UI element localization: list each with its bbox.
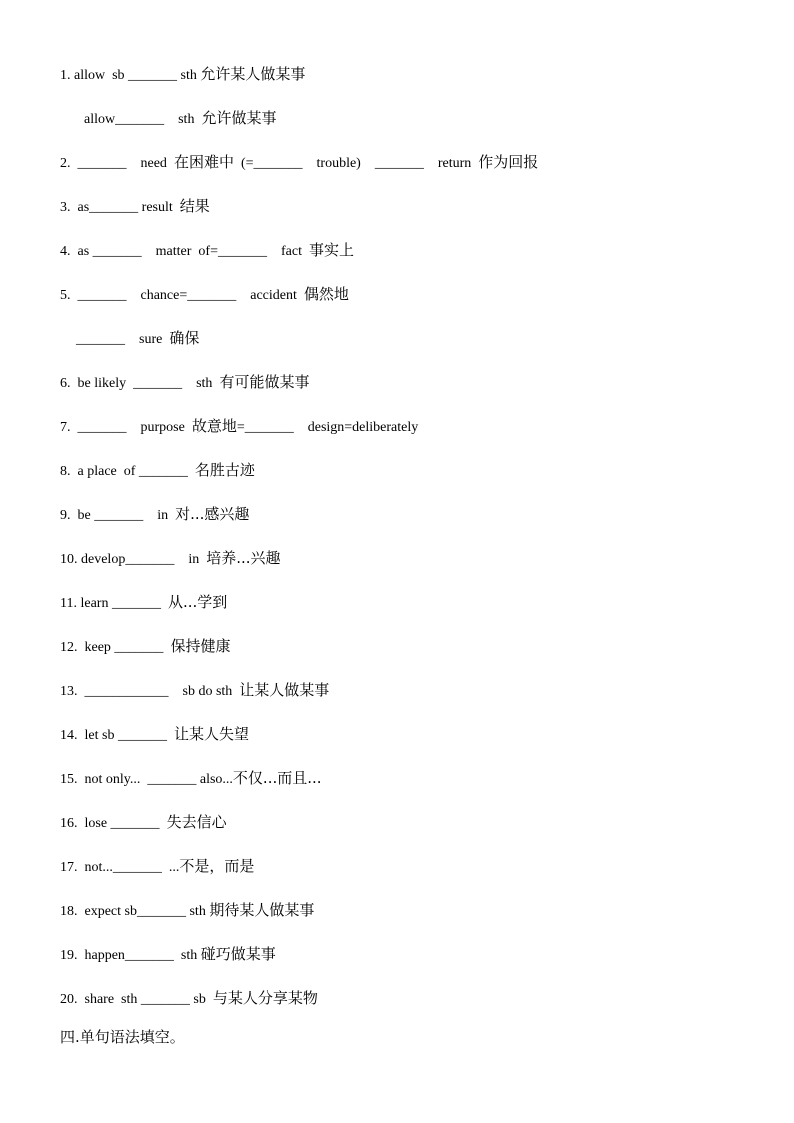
list-item: _______ sure 确保 (76, 329, 200, 347)
list-item: 19. happen_______ sth 碰巧做某事 (60, 945, 276, 963)
section-heading: 四.单句语法填空。 (60, 1028, 185, 1046)
list-item: 1. allow sb _______ sth 允许某人做某事 (60, 65, 306, 83)
list-item: 12. keep _______ 保持健康 (60, 637, 231, 655)
list-item: 7. _______ purpose 故意地=_______ design=deliberately (60, 417, 419, 435)
list-item: 2. _______ need 在困难中 (=_______ trouble) _______ return 作为回报 (60, 153, 539, 171)
list-item: 3. as_______ result 结果 (60, 197, 210, 215)
list-item: 16. lose _______ 失去信心 (60, 813, 227, 831)
list-item: 15. not only... _______ also...不仅...而且... (60, 769, 322, 787)
list-item: 17. not..._______ ...不是，而是 (60, 857, 255, 875)
list-item: allow_______ sth 允许做某事 (84, 109, 277, 127)
list-item: 6. be likely _______ sth 有可能做某事 (60, 373, 310, 391)
list-item: 13. ____________ sb do sth 让某人做某事 (60, 681, 330, 699)
list-item: 14. let sb _______ 让某人失望 (60, 725, 249, 743)
list-item: 9. be _______ in 对...感兴趣 (60, 505, 250, 523)
list-item: 11. learn _______ 从...学到 (60, 593, 228, 611)
list-item: 5. _______ chance=_______ accident 偶然地 (60, 285, 349, 303)
list-item: 18. expect sb_______ sth 期待某人做某事 (60, 901, 315, 919)
list-item: 4. as _______ matter of=_______ fact 事实上 (60, 241, 354, 259)
list-item: 20. share sth _______ sb 与某人分享某物 (60, 989, 318, 1007)
list-item: 8. a place of _______ 名胜古迹 (60, 461, 255, 479)
list-item: 10. develop_______ in 培养...兴趣 (60, 549, 281, 567)
